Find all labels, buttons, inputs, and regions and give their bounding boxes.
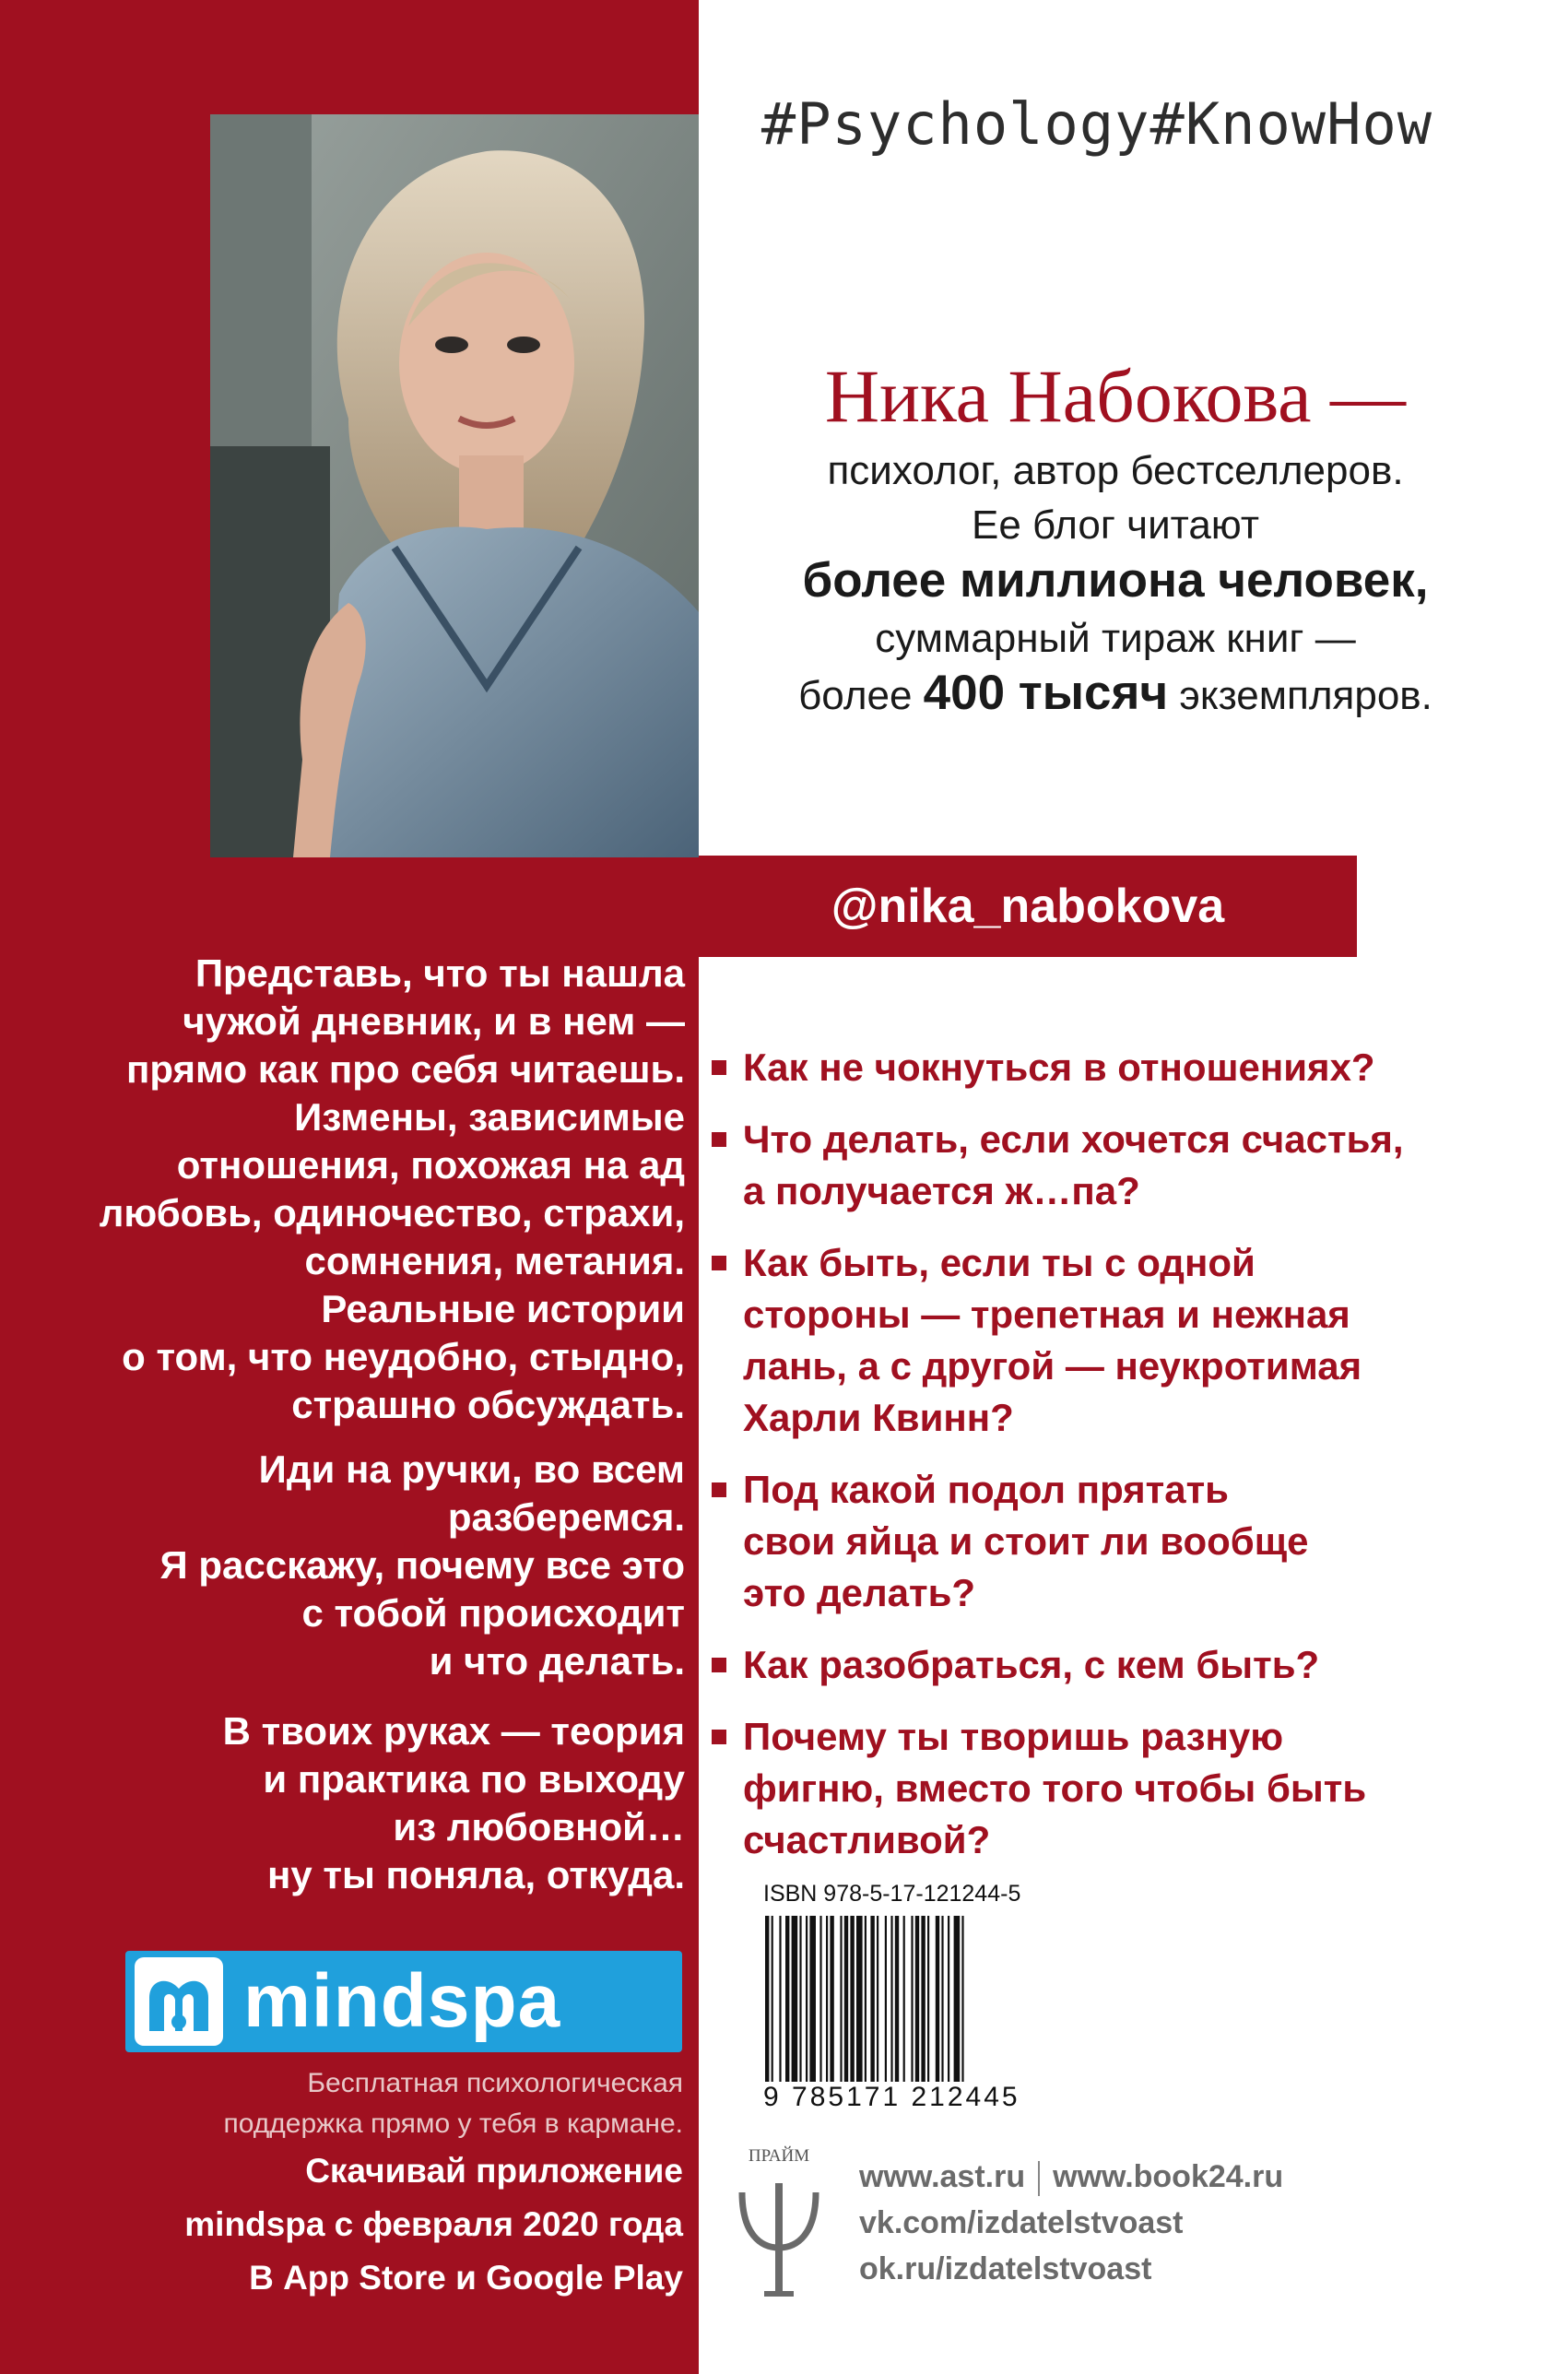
text-line: В App Store и Google Play <box>249 2259 683 2297</box>
question-line: стороны — трепетная и нежная <box>743 1293 1350 1336</box>
text-line: прямо как про себя читаешь. <box>126 1047 685 1091</box>
author-bio-line: Ее блог читают <box>972 502 1259 548</box>
question-line: свои яйца и стоит ли вообще <box>743 1519 1309 1563</box>
barcode-bar <box>885 1916 887 2082</box>
author-bio-line: суммарный тираж книг — <box>875 616 1356 661</box>
hashtag-heading: #Psychology#KnowHow <box>760 90 1433 158</box>
author-name: Ника Набокова — <box>824 354 1407 438</box>
question-line: лань, а с другой — неукротимая <box>743 1344 1362 1388</box>
barcode-bar <box>850 1916 854 2082</box>
author-photo <box>210 114 699 857</box>
barcode-bar <box>799 1916 801 2082</box>
question-line: Как быть, если ты с одной <box>743 1241 1256 1284</box>
barcode-bar <box>840 1916 842 2082</box>
text-line: чужой дневник, и в нем — <box>183 999 685 1043</box>
barcode-bar <box>961 1916 963 2082</box>
psi-logo-icon <box>724 2146 834 2303</box>
text-line: Измены, зависимые <box>294 1095 685 1139</box>
question-line: счастливой? <box>743 1818 991 1861</box>
author-bio-text: экземпляров. <box>1168 673 1432 718</box>
barcode-digits: 9 785171 212445 <box>763 2082 1020 2112</box>
question-line: фигню, вместо того чтобы быть <box>743 1766 1367 1810</box>
text-line: о том, что неудобно, стыдно, <box>122 1335 685 1378</box>
question-line: Что делать, если хочется счастья, <box>743 1117 1404 1161</box>
barcode-bar <box>772 1916 773 2082</box>
barcode-bar <box>865 1916 867 2082</box>
mindspa-subtitle <box>38 2063 683 2144</box>
social-handle: @nika_nabokova <box>831 880 1225 933</box>
intro-paragraph <box>58 950 685 1429</box>
barcode-bar <box>792 1916 798 2082</box>
text-line: Скачивай приложение <box>305 2152 683 2190</box>
question-line: Как не чокнуться в отношениях? <box>743 1045 1375 1089</box>
link-ast[interactable]: www.ast.ru <box>859 2159 1026 2194</box>
barcode-bar <box>877 1916 878 2082</box>
text-line: страшно обсуждать. <box>291 1383 685 1426</box>
square-bullet-icon <box>712 1482 726 1497</box>
question-line: Под какой подол прятать <box>743 1468 1229 1511</box>
square-bullet-icon <box>712 1256 726 1270</box>
social-handle-bar <box>699 856 1357 957</box>
text-line: Я расскажу, почему все это <box>159 1543 685 1587</box>
text-line: Иди на ручки, во всем <box>258 1447 685 1491</box>
barcode-bar <box>826 1916 828 2082</box>
barcode-bar <box>941 1916 943 2082</box>
barcode-bar <box>856 1916 863 2082</box>
text-line: Реальные истории <box>321 1287 685 1330</box>
question-list <box>710 1042 1539 1886</box>
promise-paragraph <box>58 1446 685 1685</box>
author-bio <box>701 350 1530 722</box>
text-line: В твоих руках — теория <box>222 1709 685 1753</box>
square-bullet-icon <box>712 1658 726 1672</box>
question-item <box>710 1639 1539 1691</box>
square-bullet-icon <box>712 1730 726 1744</box>
text-line: сомнения, метания. <box>304 1239 685 1282</box>
barcode-bar <box>921 1916 925 2082</box>
barcode-bar <box>948 1916 949 2082</box>
text-line: разберемся. <box>447 1495 685 1539</box>
barcode-bar <box>830 1916 833 2082</box>
square-bullet-icon <box>712 1060 726 1075</box>
question-item <box>710 1042 1539 1093</box>
question-line: Харли Квинн? <box>743 1396 1014 1439</box>
author-bio-text: более <box>798 673 924 718</box>
barcode-bar <box>936 1916 939 2082</box>
text-line: из любовной… <box>393 1805 685 1848</box>
barcode-bar <box>779 1916 781 2082</box>
link-book24[interactable]: www.book24.ru <box>1053 2159 1284 2194</box>
text-line: любовь, одиночество, страхи, <box>99 1191 685 1234</box>
question-line: а получается ж…па? <box>743 1169 1140 1212</box>
mindspa-brand: mindspa <box>243 1959 561 2043</box>
barcode-bar <box>927 1916 929 2082</box>
text-line: Представь, что ты нашла <box>195 951 685 995</box>
question-line: Как разобраться, с кем быть? <box>743 1643 1320 1686</box>
barcode-bar <box>806 1916 808 2082</box>
text-line: Бесплатная психологическая <box>307 2068 683 2098</box>
author-bio-line: психолог, автор бестселлеров. <box>827 448 1404 493</box>
question-item <box>710 1711 1539 1866</box>
text-line: поддержка прямо у тебя в кармане. <box>223 2108 683 2139</box>
question-item <box>710 1464 1539 1619</box>
text-line: и что делать. <box>429 1639 685 1683</box>
author-bio-highlight: 400 тысяч <box>923 666 1169 720</box>
barcode-bar <box>954 1916 961 2082</box>
mindspa-logo-icon <box>135 1957 223 2046</box>
barcode-bar <box>765 1916 769 2082</box>
author-photo-illustration <box>210 114 699 857</box>
link-divider <box>1038 2161 1040 2196</box>
text-line: с тобой происходит <box>301 1591 685 1635</box>
barcode-bar <box>890 1916 892 2082</box>
barcode-bar <box>911 1916 913 2082</box>
author-bio-highlight: более миллиона человек, <box>802 553 1429 608</box>
barcode-bar <box>809 1916 816 2082</box>
prime-logo-label: ПРАЙМ <box>748 2146 810 2166</box>
link-vk[interactable]: vk.com/izdatelstvoast <box>859 2205 1184 2240</box>
isbn-label: ISBN 978-5-17-121244-5 <box>763 1881 1021 1907</box>
square-bullet-icon <box>712 1132 726 1147</box>
barcode-bar <box>785 1916 789 2082</box>
closing-paragraph <box>58 1707 685 1899</box>
publisher-links <box>859 2154 1283 2292</box>
question-line: Почему ты творишь разную <box>743 1715 1284 1758</box>
question-line: это делать? <box>743 1571 976 1614</box>
text-line: и практика по выходу <box>263 1757 685 1801</box>
mindspa-logo <box>125 1951 682 2052</box>
question-item <box>710 1114 1539 1217</box>
question-item <box>710 1237 1539 1444</box>
text-line: отношения, похожая на ад <box>176 1143 685 1187</box>
barcode-bar <box>895 1916 899 2082</box>
barcode-bar <box>915 1916 919 2082</box>
barcode-bar <box>903 1916 905 2082</box>
barcode-bar <box>844 1916 848 2082</box>
barcode-bar <box>870 1916 874 2082</box>
mindspa-call-to-action <box>1 2144 683 2305</box>
text-line: mindspa с февраля 2020 года <box>184 2205 683 2243</box>
link-ok[interactable]: ok.ru/izdatelstvoast <box>859 2251 1152 2286</box>
barcode-bar <box>819 1916 821 2082</box>
text-line: ну ты поняла, откуда. <box>267 1853 685 1896</box>
barcode <box>763 1916 1031 2096</box>
author-bio-line <box>701 667 1530 722</box>
